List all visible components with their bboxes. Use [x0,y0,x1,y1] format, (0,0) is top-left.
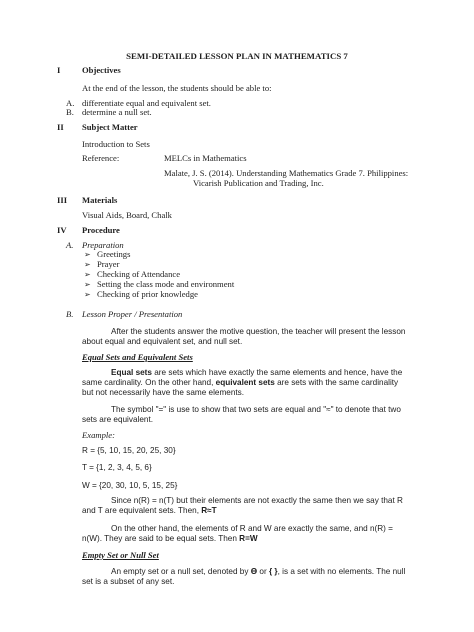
presentation-paragraph-line2: about equal and equivalent set, and null set. [82,337,243,346]
term-equal-sets: Equal sets [111,368,152,377]
bullet-arrow-icon: ➢ [84,270,91,279]
rw-explanation-line1: On the other hand, the elements of R and W are exactly the same, and n(R) = [111,524,393,533]
bullet-arrow-icon: ➢ [84,260,91,269]
bullet-arrow-icon: ➢ [84,280,91,289]
rw-explanation-text: n(W). They are said to be equal sets. Then [82,534,240,543]
procedure-letter-b: B. [66,309,74,319]
bullet-arrow-icon: ➢ [84,250,91,259]
bullet-item: Greetings [97,249,131,259]
term-equivalent-sets: equivalent sets [215,378,275,387]
section-numeral-procedure: IV [57,225,67,235]
example-label: Example: [82,430,115,440]
presentation-paragraph-line1: After the students answer the motive question, the teacher will present the lesson [111,327,406,336]
set-w: W = {20, 30, 10, 5, 15, 25} [82,481,178,490]
objective-text-a: differentiate equal and equivalent set. [82,98,211,108]
symbol-line2: sets are equivalent. [82,415,154,424]
definition-line3: but not necessarily have the same elements. [82,388,245,397]
bullet-item: Checking of prior knowledge [97,289,198,299]
null-symbol-theta: ϴ [250,567,258,576]
definition-line2-text-b: are sets with the same cardinality [274,378,399,387]
procedure-letter-a: A. [66,240,74,250]
document-title: SEMI-DETAILED LESSON PLAN IN MATHEMATICS 7 [126,51,348,61]
empty-set-heading: Empty Set or Null Set [82,550,159,560]
rt-explanation-line1: Since n(R) = n(T) but their elements are not exactly the same then we say that R [111,496,403,505]
procedure-lesson-proper-title: Lesson Proper / Presentation [82,309,183,319]
bullet-item: Setting the class mode and environment [97,279,235,289]
section-numeral-subject-matter: II [57,122,64,132]
section-numeral-objectives: I [57,65,61,75]
rw-relation: R=W [239,534,258,543]
bullet-arrow-icon: ➢ [84,290,91,299]
null-symbol-braces: { } [268,567,278,576]
section-heading-materials: Materials [82,195,118,205]
rt-explanation-line2 [82,505,217,516]
equal-sets-heading: Equal Sets and Equivalent Sets [82,352,193,362]
objectives-intro: At the end of the lesson, the students should be able to: [82,83,272,93]
reference-2-line1: Malate, J. S. (2014). Understanding Mathematics Grade 7. Philippines: [164,168,409,178]
bullet-item: Prayer [97,259,120,269]
symbol-line1: The symbol "=" is use to show that two sets are equal and "≈" to denote that two [111,405,401,414]
set-t: T = {1, 2, 3, 4, 5, 6} [82,463,152,472]
reference-label: Reference: [82,153,120,163]
section-heading-objectives: Objectives [82,65,121,75]
section-heading-subject-matter: Subject Matter [82,122,138,132]
empty-set-line2: set is a subset of any set. [82,577,175,586]
objective-text-b: determine a null set. [82,107,152,117]
section-heading-procedure: Procedure [82,225,120,235]
rt-relation: R≈T [201,506,217,515]
section-numeral-materials: III [57,195,68,205]
rw-explanation-line2 [82,533,258,544]
reference-2-line2: Vicarish Publication and Trading, Inc. [193,178,324,188]
objective-letter-a: A. [66,98,75,108]
objective-letter-b: B. [66,107,74,117]
rt-explanation-text: and T are equivalent sets. Then, [82,506,202,515]
subject-topic: Introduction to Sets [82,139,150,149]
reference-1: MELCs in Mathematics [164,153,247,163]
definition-line1-text: are sets which have exactly the same elements and hence, have the [151,368,403,377]
empty-set-line1-text-b: , is a set with no elements. The null [277,567,406,576]
bullet-item: Checking of Attendance [97,269,181,279]
procedure-preparation-title: Preparation [82,240,124,250]
materials-text: Visual Aids, Board, Chalk [82,210,172,220]
set-r: R = {5, 10, 15, 20, 25, 30} [82,446,176,455]
empty-set-line1-or: or [257,567,269,576]
definition-line2-text-a: same cardinality. On the other hand, [82,378,216,387]
empty-set-line1-text-a: An empty set or a null set, denoted by [111,567,251,576]
